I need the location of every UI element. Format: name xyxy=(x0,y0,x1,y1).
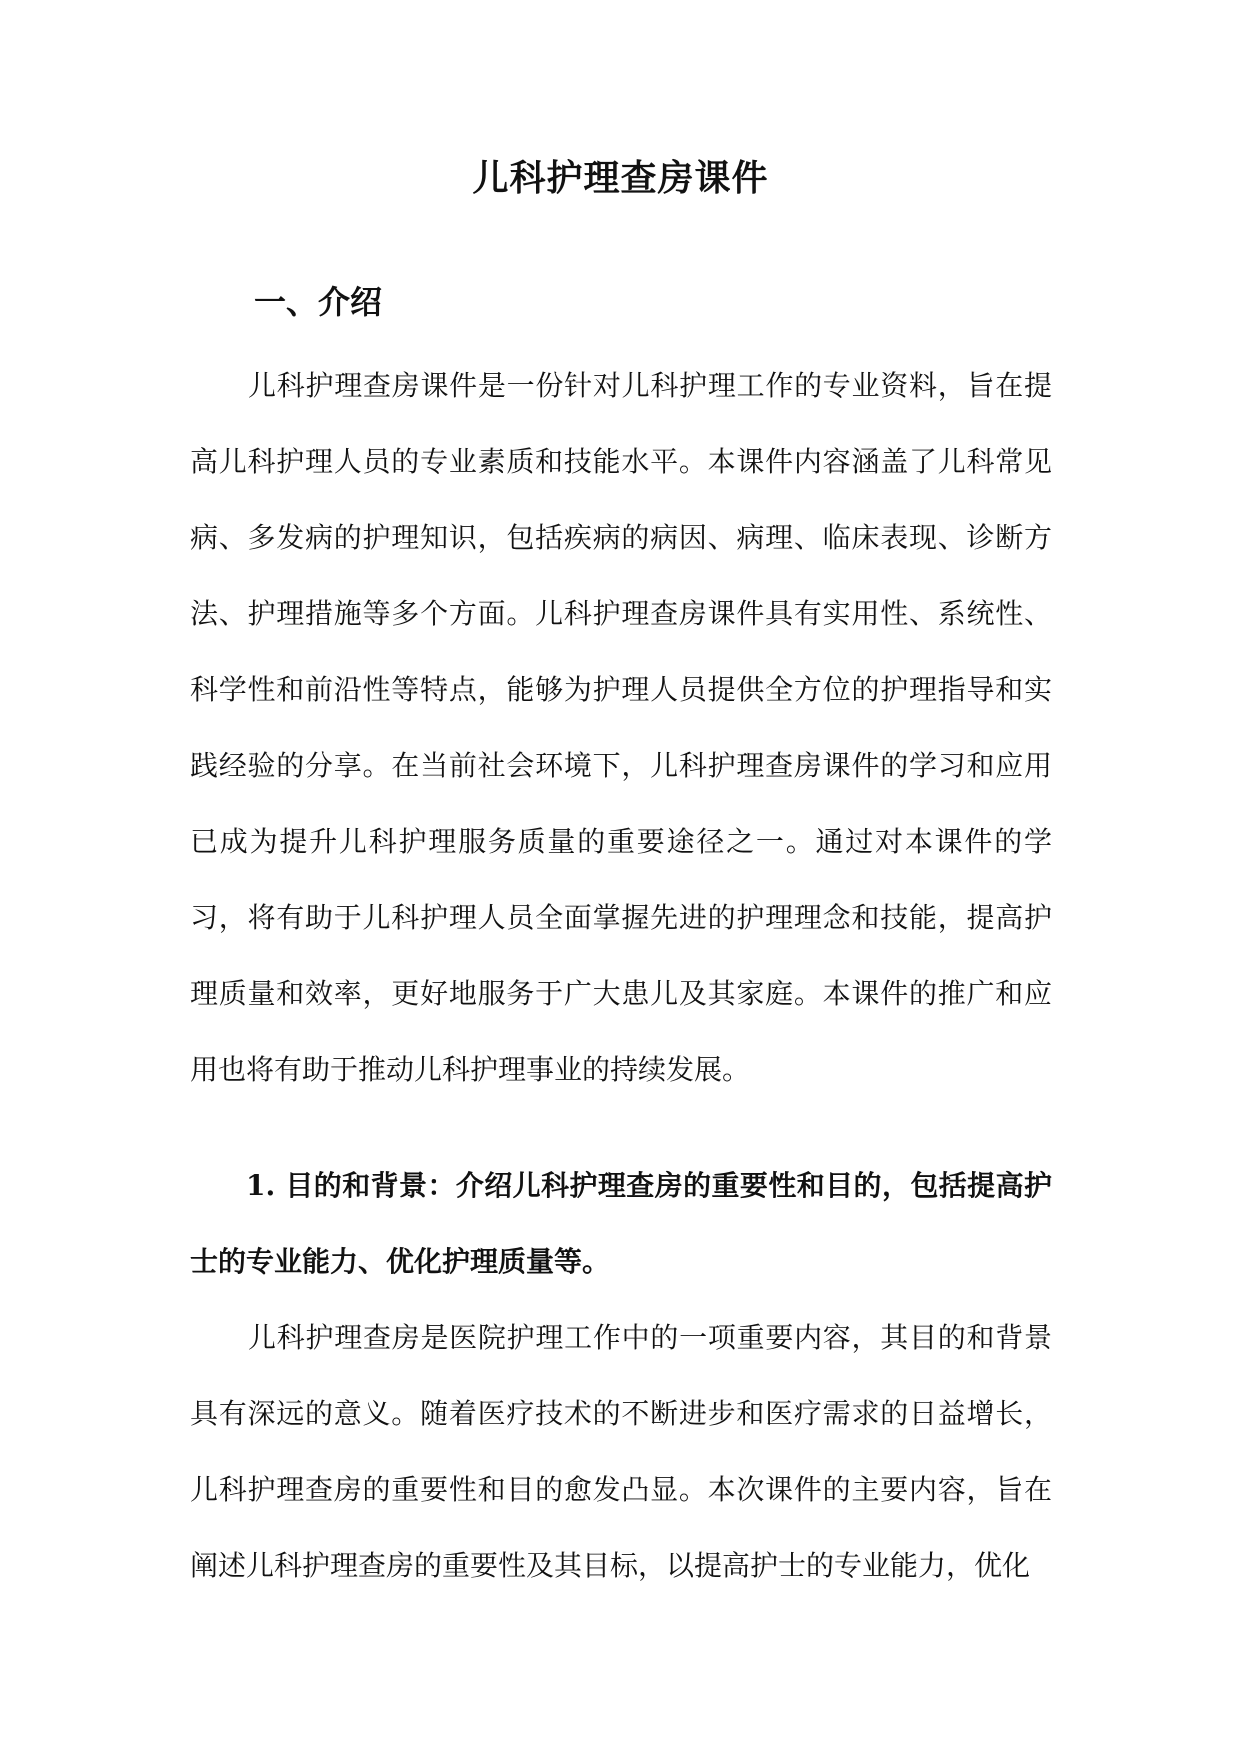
purpose-background-paragraph: 儿科护理查房是医院护理工作中的一项重要内容，其目的和背景具有深远的意义。随着医疗技术的不断进步和医疗需求的日益增长，儿科护理查房的重要性和目的愈发凸显。本次课件的主要内容，旨在阐述儿科护理查房的重要性及其目标，以提高护士的专业能力，优化 xyxy=(190,1321,1052,1582)
introduction-paragraph: 儿科护理查房课件是一份针对儿科护理工作的专业资料，旨在提高儿科护理人员的专业素质和技能水平。本课件内容涵盖了儿科常见病、多发病的护理知识，包括疾病的病因、病理、临床表现、诊断方法、护理措施等多个方面。儿科护理查房课件具有实用性、系统性、科学性和前沿性等特点，能够为护理人员提供全方位的护理指导和实践经验的分享。在当前社会环境下，儿科护理查房课件的学习和应用已成为提升儿科护理服务质量的重要途径之一。通过对本课件的学习，将有助于儿科护理人员全面掌握先进的护理理念和技能，提高护理质量和效率，更好地服务于广大患儿及其家庭。本课件的推广和应用也将有助于推动儿科护理事业的持续发展。 xyxy=(190,369,1052,1086)
document-title: 儿科护理查房课件 xyxy=(472,157,769,199)
subsection-heading-purpose-background: 1. 目的和背景：介绍儿科护理查房的重要性和目的，包括提高护士的专业能力、优化护理质量等。 xyxy=(190,1169,1052,1278)
section-heading-introduction: 一、介绍 xyxy=(254,283,383,321)
